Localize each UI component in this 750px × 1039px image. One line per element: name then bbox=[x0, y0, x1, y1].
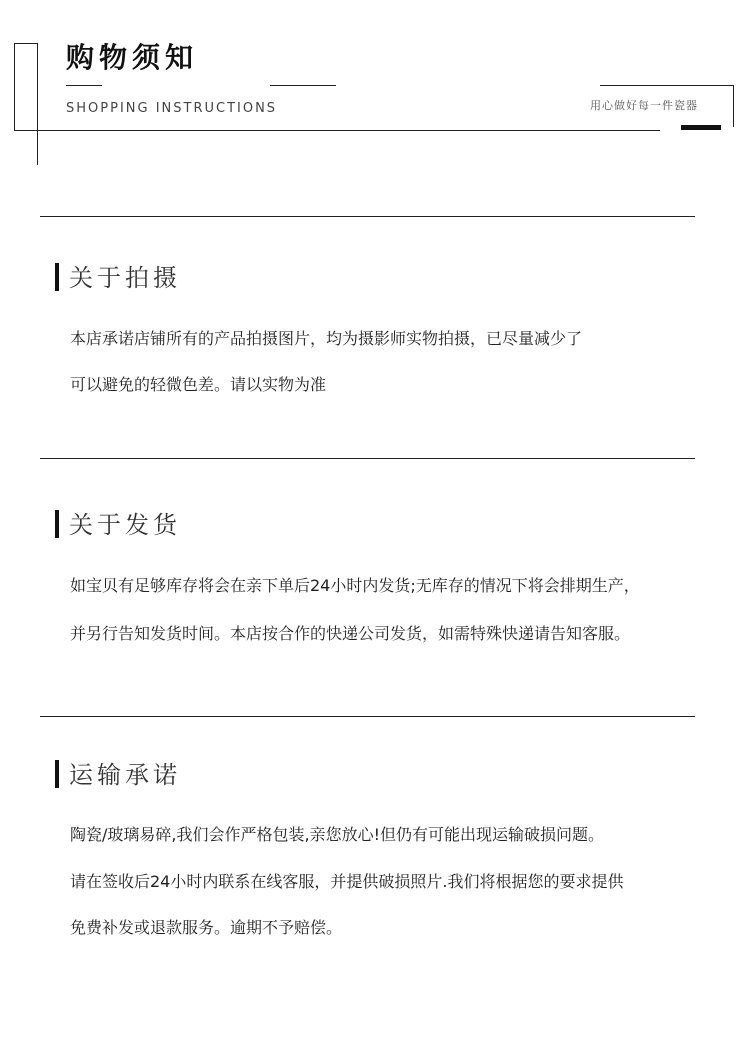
section-divider bbox=[40, 458, 695, 459]
section-marker bbox=[55, 760, 59, 788]
section-text-line: 如宝贝有足够库存将会在亲下单后24小时内发货;无库存的情况下将会排期生产， bbox=[70, 576, 640, 595]
header-title-underline bbox=[66, 85, 102, 86]
section-marker bbox=[55, 510, 59, 538]
brand-slogan: 用心做好每一件瓷器 bbox=[590, 99, 698, 112]
section-title-photography: 关于拍摄 bbox=[69, 264, 181, 292]
section-text-line: 可以避免的轻微色差。请以实物为准 bbox=[70, 375, 327, 394]
section-text-line: 并另行告知发货时间。本店按合作的快递公司发货，如需特殊快递请告知客服。 bbox=[70, 624, 631, 643]
page-title: 购物须知 bbox=[66, 41, 199, 74]
header-accent-bar bbox=[681, 125, 721, 130]
section-divider bbox=[40, 716, 695, 717]
header-frame-top-line bbox=[14, 43, 38, 44]
section-title-shipping: 关于发货 bbox=[69, 511, 181, 539]
header-frame-inner-line bbox=[37, 43, 38, 165]
section-text-line: 请在签收后24小时内联系在线客服，并提供破损照片.我们将根据您的要求提供 bbox=[70, 872, 624, 891]
header-frame-bottom-line bbox=[14, 130, 660, 131]
section-marker bbox=[55, 263, 59, 291]
section-divider bbox=[40, 216, 695, 217]
section-text-line: 陶瓷/玻璃易碎,我们会作严格包装,亲您放心!但仍有可能出现运输破损问题。 bbox=[70, 825, 604, 844]
section-text-line: 本店承诺店铺所有的产品拍摄图片，均为摄影师实物拍摄，已尽量减少了 bbox=[70, 329, 583, 348]
section-title-transport: 运输承诺 bbox=[69, 761, 181, 789]
page-subtitle: SHOPPING INSTRUCTIONS bbox=[66, 101, 278, 116]
header-mid-line bbox=[270, 85, 336, 86]
section-text-line: 免费补发或退款服务。逾期不予赔偿。 bbox=[70, 918, 343, 937]
header-right-edge-line bbox=[733, 85, 734, 127]
header-frame-left-line bbox=[14, 43, 15, 131]
header-right-line bbox=[600, 85, 733, 86]
